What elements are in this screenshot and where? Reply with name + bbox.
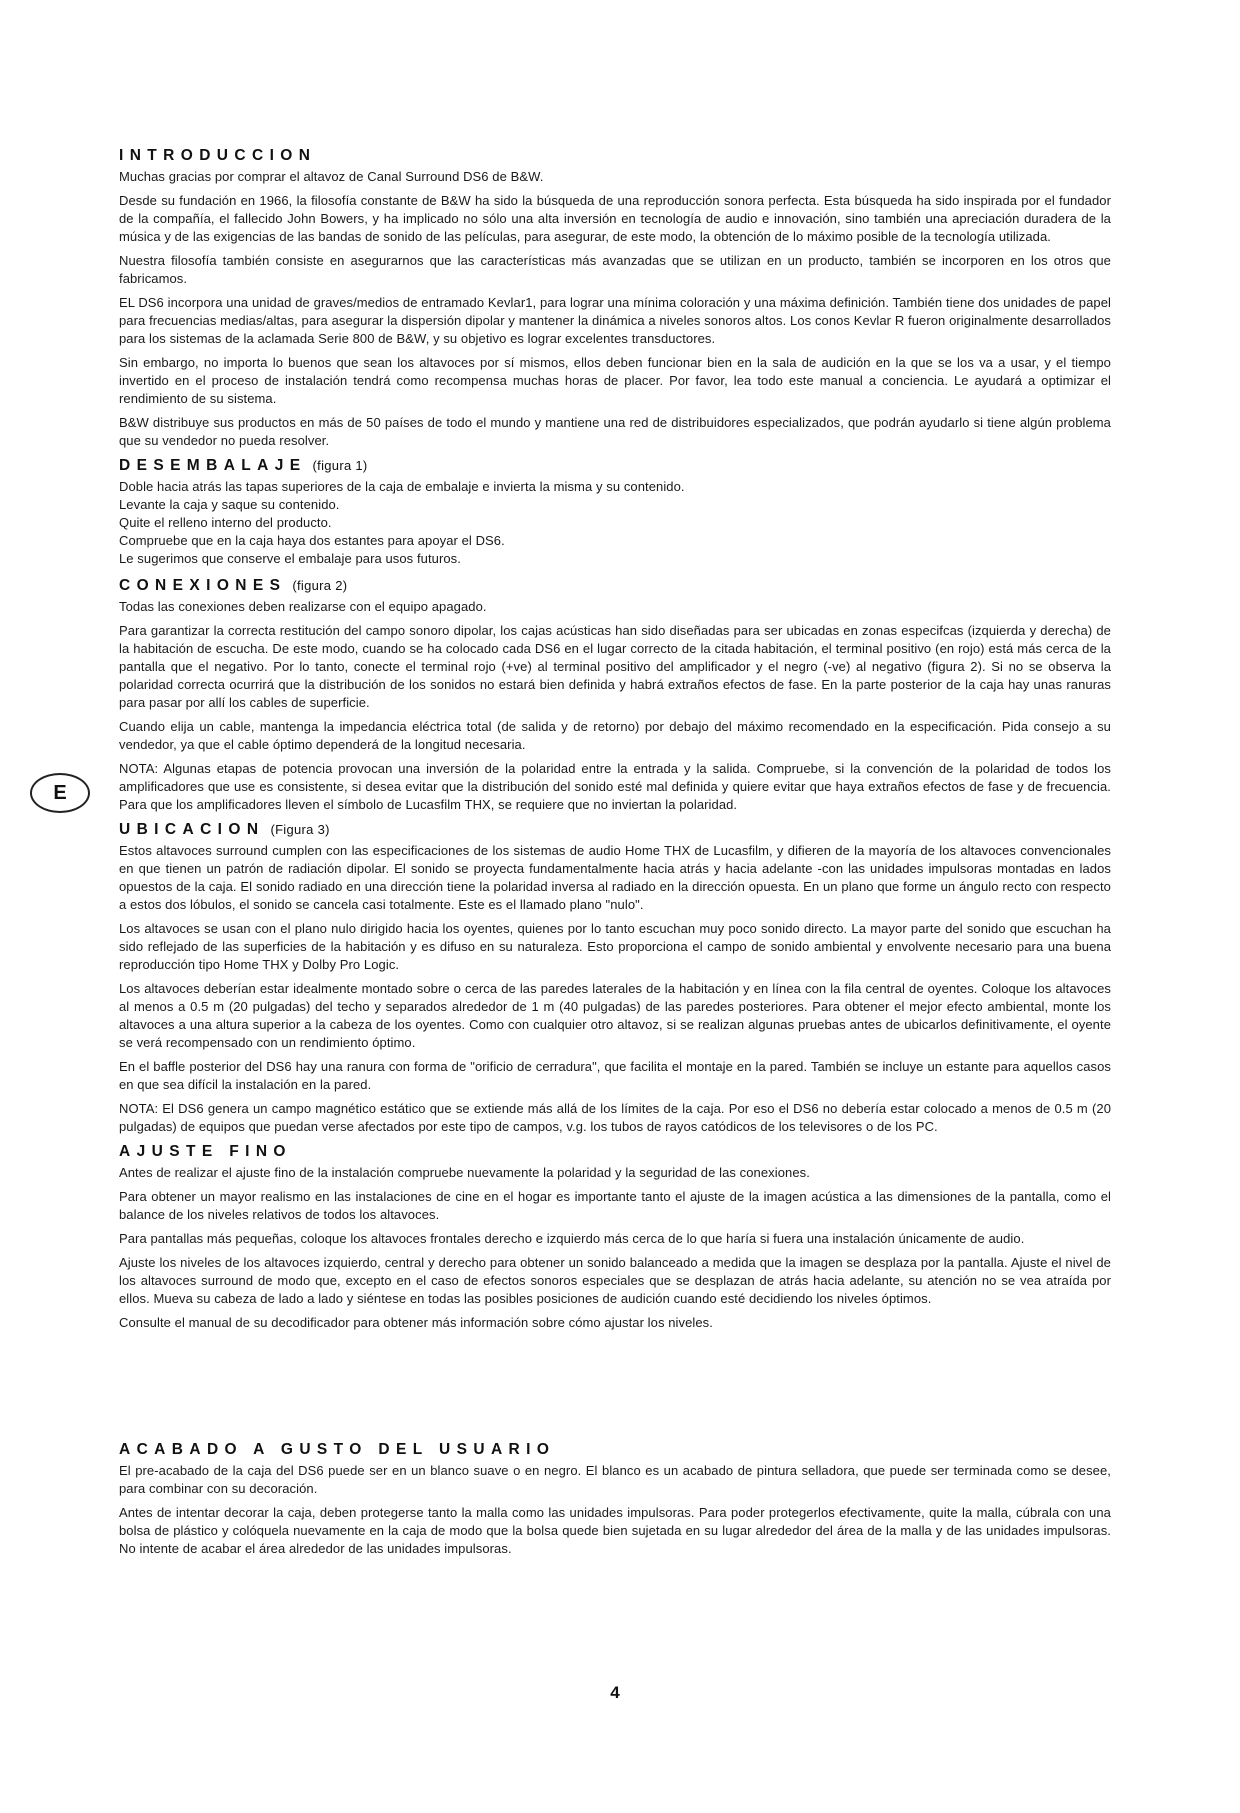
section-desembalaje	[119, 456, 1111, 568]
paragraph: Ajuste los niveles de los altavoces izquierdo, central y derecho para obtener un sonido balanceado a medida que la imagen se desplaza por la pantalla. Ajuste el nivel de los altavoces surround de modo que, excepto en el caso de efectos sonoros especiales que se desplazan de atrás hacia adelante, su atención no se vea atraída por ellos. Mueva su cabeza de lado a lado y siéntese en todas las posibles posiciones de audición cuando esté decidiendo los niveles óptimos.	[119, 1255, 1111, 1306]
paragraph: Muchas gracias por comprar el altavoz de Canal Surround DS6 de B&W.	[119, 169, 544, 184]
paragraph: Para garantizar la correcta restitución del campo sonoro dipolar, los cajas acústicas han sido diseñadas para ser ubicadas en zonas especifcas (izquierda y derecha) de la habitación de escucha. De este modo, cuando se ha colocado cada DS6 en el lugar correcto de la citada habitación, el terminal positivo (en rojo) está más cerca de la pantalla que el negativo. Por lo tanto, conecte el terminal rojo (+ve) al terminal positivo del amplificador y el negro (-ve) al negativo (figura 2). Si no se observa la polaridad correcta ocurrirá que la distribución de los sonidos no estará bien definida y habrá extraños efectos de fase. En la parte posterior de la caja hay unas ranuras para pasar por allí los cables de superficie.	[119, 623, 1111, 710]
section-heading	[119, 1440, 1111, 1460]
section-introduccion	[119, 146, 1111, 450]
paragraph: Antes de intentar decorar la caja, deben protegerse tanto la malla como las unidades impulsoras. Para poder protegerlos efectivamente, quite la malla, cúbrala con una bolsa de plástico y colóquela nuevamente en la caja de modo que la bolsa quede bien sujetada en su lugar alrededor del área de la malla y de las unidades impulsoras. No intente de acabar el área alrededor de las unidades impulsoras.	[119, 1505, 1111, 1556]
page-number: 4	[610, 1683, 620, 1702]
paragraph: Todas las conexiones deben realizarse con el equipo apagado.	[119, 599, 487, 614]
figure-reference: (figura 1)	[312, 458, 368, 473]
paragraph: Para pantallas más pequeñas, coloque los altavoces frontales derecho e izquierdo más cerca de lo que haría si fuera una instalación únicamente de audio.	[119, 1231, 1025, 1246]
paragraph: Cuando elija un cable, mantenga la impedancia eléctrica total (de salida y de retorno) por debajo del máximo recomendado en la especificación. Pida consejo a su vendedor, ya que el cable óptimo dependerá de la longitud necesaria.	[119, 719, 1111, 752]
paragraph: NOTA: El DS6 genera un campo magnético estático que se extiende más allá de los límites de la caja. Por eso el DS6 no debería estar colocado a menos de 0.5 m (20 pulgadas) de equipos que puedan verse afectados por este tipo de campos, v.g. los tubos de rayos catódicos de los televisores o de los PC.	[119, 1101, 1111, 1134]
section-heading	[119, 820, 1111, 840]
section-heading	[119, 1142, 1111, 1162]
paragraph: El pre-acabado de la caja del DS6 puede ser en un blanco suave o en negro. El blanco es un acabado de pintura selladora, que puede ser terminada como se desee, para combinar con su decoración.	[119, 1463, 1111, 1496]
section-heading	[119, 456, 1111, 476]
paragraph: Nuestra filosofía también consiste en asegurarnos que las características más avanzadas que se utilizan en un producto, también se incorporen en los otros que fabricamos.	[119, 253, 1111, 286]
heading-text: UBICACION	[119, 821, 265, 838]
instruction-line: Levante la caja y saque su contenido.	[119, 497, 340, 512]
heading-text: AJUSTE FINO	[119, 1143, 292, 1160]
paragraph: Los altavoces deberían estar idealmente montado sobre o cerca de las paredes laterales de la habitación y en línea con la fila central de oyentes. Coloque los altavoces al menos a 0.5 m (20 pulgadas) del techo y separados alrededor de 1 m (40 pulgadas) de las paredes posteriores. Para obtener el mejor efecto ambiental, monte los altavoces a una altura superior a la cabeza de los oyentes. Como con cualquier otro altavoz, si se realizan algunas pruebas antes de ubicarlos definitivamente, el oyente se verá recompensado con un rendimiento óptimo.	[119, 981, 1111, 1050]
paragraph: Antes de realizar el ajuste fino de la instalación compruebe nuevamente la polaridad y la seguridad de las conexiones.	[119, 1165, 810, 1180]
paragraph: Para obtener un mayor realismo en las instalaciones de cine en el hogar es importante tanto el ajuste de la imagen acústica a las dimensiones de la pantalla, como el balance de los niveles relativos de todos los altavoces.	[119, 1189, 1111, 1222]
paragraph: En el baffle posterior del DS6 hay una ranura con forma de "orificio de cerradura", que facilita el montaje en la pared. También se incluye un estante para aquellos casos en que sea difícil la instalación en la pared.	[119, 1059, 1111, 1092]
instruction-line: Le sugerimos que conserve el embalaje para usos futuros.	[119, 551, 461, 566]
section-heading	[119, 576, 1111, 596]
paragraph: Consulte el manual de su decodificador para obtener más información sobre cómo ajustar los niveles.	[119, 1315, 713, 1330]
document-body	[119, 146, 1111, 1564]
paragraph: NOTA: Algunas etapas de potencia provocan una inversión de la polaridad entre la entrada y la salida. Compruebe, si la convención de la polaridad de todos los amplificadores que use es consistente, si desea evitar que la distribución del sonido esté mal definida y quiere evitar que haya extraños efectos de fase y de frecuencia. Para que los amplificadores lleven el símbolo de Lucasfilm THX, se requiere que no inviertan la polaridad.	[119, 761, 1111, 812]
heading-text: DESEMBALAJE	[119, 457, 307, 474]
section-acabado	[119, 1440, 1111, 1558]
instruction-list	[119, 478, 1111, 568]
instruction-line: Quite el relleno interno del producto.	[119, 515, 332, 530]
heading-text: CONEXIONES	[119, 577, 287, 594]
paragraph: Los altavoces se usan con el plano nulo dirigido hacia los oyentes, quienes por lo tanto escuchan muy poco sonido directo. La mayor parte del sonido que escuchan ha sido reflejado de las superficies de la habitación y es difuso en su naturaleza. Esto proporciona el campo de sonido ambiental y envolvente necesario para una buena reproducción tipo Home THX y Dolby Pro Logic.	[119, 921, 1111, 972]
paragraph: B&W distribuye sus productos en más de 50 países de todo el mundo y mantiene una red de distribuidores especializados, que podrán ayudarlo si tiene algún problema que su vendedor no pueda resolver.	[119, 415, 1111, 448]
section-ubicacion	[119, 820, 1111, 1136]
section-ajuste-fino	[119, 1142, 1111, 1332]
language-tab: E	[30, 773, 90, 813]
paragraph: EL DS6 incorpora una unidad de graves/medios de entramado Kevlar1, para lograr una mínima coloración y una máxima definición. También tiene dos unidades de papel para frecuencias medias/altas, para asegurar la dispersión dipolar y mantener la dinámica a niveles sonoros altos. Los conos Kevlar R fueron originalmente desarrollados para los sistemas de la aclamada Serie 800 de B&W, y su objetivo es lograr excelentes transductores.	[119, 295, 1111, 346]
heading-text: ACABADO A GUSTO DEL USUARIO	[119, 1441, 556, 1458]
paragraph: Desde su fundación en 1966, la filosofía constante de B&W ha sido la búsqueda de una reproducción sonora perfecta. Esta búsqueda ha sido inspirada por el fundador de la compañía, el fallecido John Bowers, y ha implicado no sólo una alta inversión en tecnología de audio e innovación, sino también una apreciación duradera de la música y de las exigencias de las bandas de sonido de las películas, para asegurar, de este modo, la obtención de lo máximo posible de la tecnología utilizada.	[119, 193, 1111, 244]
heading-text: INTRODUCCION	[119, 147, 317, 164]
section-conexiones	[119, 576, 1111, 814]
paragraph: Sin embargo, no importa lo buenos que sean los altavoces por sí mismos, ellos deben funcionar bien en la sala de audición en la que se los va a usar, y el tiempo invertido en el proceso de instalación tendrá como recompensa muchas horas de placer. Por favor, lea todo este manual a conciencia. Le ayudará a optimizar el rendimiento de su sistema.	[119, 355, 1111, 406]
section-heading	[119, 146, 1111, 166]
instruction-line: Doble hacia atrás las tapas superiores de la caja de embalaje e invierta la misma y su contenido.	[119, 479, 685, 494]
instruction-line: Compruebe que en la caja haya dos estantes para apoyar el DS6.	[119, 533, 505, 548]
figure-reference: (Figura 3)	[270, 822, 330, 837]
figure-reference: (figura 2)	[292, 578, 348, 593]
paragraph: Estos altavoces surround cumplen con las especificaciones de los sistemas de audio Home THX de Lucasfilm, y difieren de la mayoría de los altavoces convencionales en que tienen un patrón de radiación dipolar. El sonido se proyecta fundamentalmente hacia atrás y hacia adelante -con las unidades impulsoras montadas en lados opuestos de la caja. El sonido radiado en una dirección tiene la polaridad inversa al radiado en la dirección opuesta. En un plano que forme un ángulo recto con respecto a estos dos lóbulos, el sonido se cancela casi totalmente. Este es el llamado plano "nulo".	[119, 843, 1111, 912]
